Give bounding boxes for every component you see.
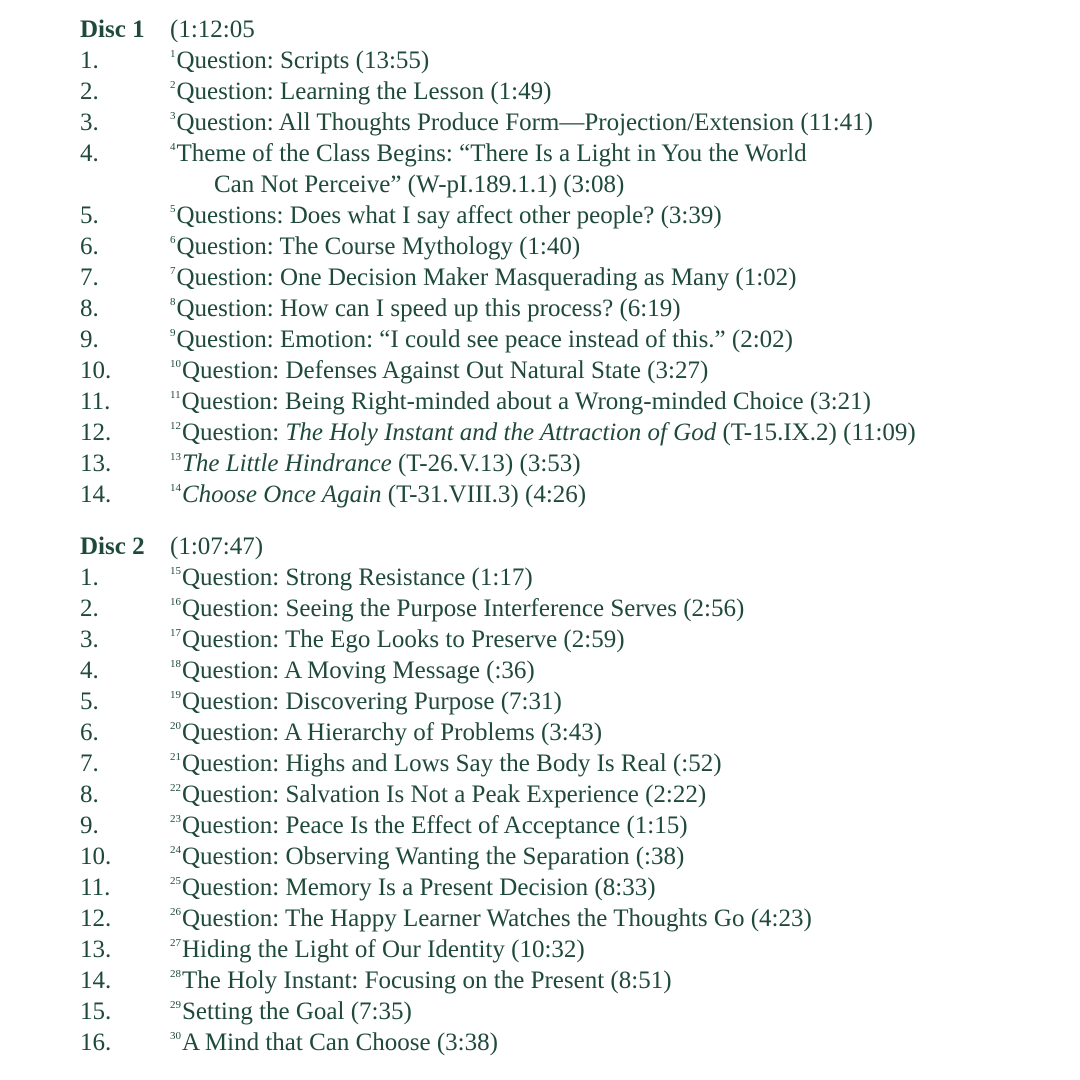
track-number: 10. — [80, 357, 112, 384]
track-row — [80, 262, 1070, 293]
track-title: Question: Being Right-minded about a Wrong-minded Choice (3:21) — [181, 388, 871, 415]
footnote-marker: 28 — [170, 968, 181, 980]
track-title: Question: One Decision Maker Masquerading as Many (1:02) — [176, 264, 797, 291]
track-title: Question: Observing Wanting the Separation (:38) — [182, 843, 685, 870]
track-title: The Holy Instant: Focusing on the Present (8:51) — [182, 967, 672, 994]
track-row — [80, 231, 1070, 262]
track-row — [80, 293, 1070, 324]
track-number: 12. — [80, 905, 112, 932]
track-number: 10. — [80, 843, 112, 870]
track-number: 6. — [80, 719, 99, 746]
track-title: Question: Peace Is the Effect of Acceptance (1:15) — [182, 812, 688, 839]
track-row — [80, 138, 1070, 200]
track-title: Question: The Ego Looks to Preserve (2:59) — [182, 626, 625, 653]
footnote-marker: 4 — [170, 141, 176, 153]
track-title: Question: All Thoughts Produce Form—Projection/Extension (11:41) — [176, 109, 873, 136]
track-number: 4. — [80, 140, 99, 167]
track-number: 5. — [80, 688, 99, 715]
disc-2-label: Disc 2 — [80, 533, 145, 560]
track-number: 14. — [80, 481, 112, 508]
track-title: Question: Salvation Is Not a Peak Experience (2:22) — [182, 781, 707, 808]
disc-2-duration: (1:07:47) — [170, 533, 264, 560]
track-number: 1. — [80, 47, 99, 74]
track-number: 4. — [80, 657, 99, 684]
track-title-suffix: (T-26.V.13) (3:53) — [391, 450, 581, 477]
track-number: 3. — [80, 626, 99, 653]
track-title: Question: Learning the Lesson (1:49) — [176, 78, 552, 105]
footnote-marker: 13 — [170, 451, 181, 463]
track-number: 12. — [80, 419, 112, 446]
track-number: 1. — [80, 564, 99, 591]
track-title: Questions: Does what I say affect other people? (3:39) — [176, 202, 722, 229]
track-title: A Mind that Can Choose (3:38) — [182, 1029, 498, 1056]
track-row — [80, 841, 1070, 872]
track-row — [80, 686, 1070, 717]
track-title: Setting the Goal (7:35) — [182, 998, 412, 1025]
disc-2-header — [80, 531, 1070, 562]
track-title: Question: Memory Is a Present Decision (8:33) — [182, 874, 656, 901]
track-row — [80, 562, 1070, 593]
track-number: 8. — [80, 295, 99, 322]
footnote-marker: 17 — [170, 627, 181, 639]
track-row — [80, 872, 1070, 903]
track-title: Theme of the Class Begins: “There Is a Light in You the World — [176, 140, 807, 167]
track-row — [80, 655, 1070, 686]
track-title-prefix: Question: — [182, 419, 286, 446]
footnote-marker: 1 — [170, 48, 176, 60]
footnote-marker: 11 — [170, 389, 181, 401]
track-row — [80, 717, 1070, 748]
track-number: 2. — [80, 595, 99, 622]
track-row — [80, 779, 1070, 810]
track-number: 3. — [80, 109, 99, 136]
track-number: 13. — [80, 936, 112, 963]
footnote-marker: 27 — [170, 937, 181, 949]
track-number: 9. — [80, 812, 99, 839]
track-row — [80, 593, 1070, 624]
footnote-marker: 3 — [170, 110, 176, 122]
footnote-marker: 19 — [170, 689, 181, 701]
track-row — [80, 934, 1070, 965]
track-title: Question: Defenses Against Out Natural State (3:27) — [182, 357, 709, 384]
footnote-marker: 2 — [170, 79, 176, 91]
disc-1-header — [80, 14, 1070, 45]
track-number: 7. — [80, 264, 99, 291]
track-title-continued: Can Not Perceive” (W-pI.189.1.1) (3:08) — [214, 171, 625, 198]
footnote-marker: 18 — [170, 658, 181, 670]
footnote-marker: 8 — [170, 296, 176, 308]
track-title: Question: Highs and Lows Say the Body Is Real (:52) — [182, 750, 722, 777]
track-row — [80, 996, 1070, 1027]
track-title: Question: A Moving Message (:36) — [182, 657, 535, 684]
disc-1-section — [80, 14, 1070, 510]
footnote-marker: 21 — [170, 751, 181, 763]
footnote-marker: 24 — [170, 844, 181, 856]
track-number: 11. — [80, 388, 111, 415]
track-number: 8. — [80, 781, 99, 808]
track-row — [80, 810, 1070, 841]
footnote-marker: 10 — [170, 358, 181, 370]
track-title-suffix: (T-31.VIII.3) (4:26) — [381, 481, 587, 508]
track-title: Question: A Hierarchy of Problems (3:43) — [182, 719, 603, 746]
track-number: 16. — [80, 1029, 112, 1056]
footnote-marker: 12 — [170, 420, 181, 432]
track-title: Question: Scripts (13:55) — [176, 47, 430, 74]
footnote-marker: 7 — [170, 265, 176, 277]
footnote-marker: 26 — [170, 906, 181, 918]
footnote-marker: 23 — [170, 813, 181, 825]
disc-1-label: Disc 1 — [80, 16, 145, 43]
disc-2-section — [80, 531, 1070, 1058]
track-number: 5. — [80, 202, 99, 229]
track-title: Question: Strong Resistance (1:17) — [182, 564, 533, 591]
footnote-marker: 30 — [170, 1030, 181, 1042]
footnote-marker: 25 — [170, 875, 181, 887]
track-number: 6. — [80, 233, 99, 260]
track-row — [80, 748, 1070, 779]
track-title: Question: Emotion: “I could see peace instead of this.” (2:02) — [176, 326, 793, 353]
track-title: Question: The Happy Learner Watches the Thoughts Go (4:23) — [182, 905, 812, 932]
track-row — [80, 1027, 1070, 1058]
footnote-marker: 29 — [170, 999, 181, 1011]
footnote-marker: 5 — [170, 203, 176, 215]
track-title: Hiding the Light of Our Identity (10:32) — [182, 936, 585, 963]
footnote-marker: 16 — [170, 596, 181, 608]
track-row — [80, 479, 1070, 510]
track-title: Question: The Course Mythology (1:40) — [176, 233, 581, 260]
track-row — [80, 624, 1070, 655]
track-title: Question: Seeing the Purpose Interference Serves (2:56) — [182, 595, 745, 622]
track-row — [80, 76, 1070, 107]
disc-1-duration: (1:12:05 — [170, 16, 255, 43]
track-number: 14. — [80, 967, 112, 994]
track-row — [80, 355, 1070, 386]
track-number: 13. — [80, 450, 112, 477]
track-row — [80, 107, 1070, 138]
track-number: 9. — [80, 326, 99, 353]
track-row — [80, 448, 1070, 479]
track-number: 11. — [80, 874, 111, 901]
track-row — [80, 903, 1070, 934]
footnote-marker: 14 — [170, 482, 181, 494]
track-number: 2. — [80, 78, 99, 105]
footnote-marker: 9 — [170, 327, 176, 339]
track-title: Question: How can I speed up this process? (6:19) — [176, 295, 681, 322]
footnote-marker: 22 — [170, 782, 181, 794]
track-title-italic: The Little Hindrance — [182, 450, 392, 477]
track-row — [80, 417, 1070, 448]
track-title: Question: Discovering Purpose (7:31) — [182, 688, 562, 715]
track-number: 15. — [80, 998, 112, 1025]
track-title-italic: The Holy Instant and the Attraction of God — [285, 419, 717, 446]
footnote-marker: 20 — [170, 720, 181, 732]
track-row — [80, 386, 1070, 417]
track-row — [80, 200, 1070, 231]
track-row — [80, 45, 1070, 76]
track-row — [80, 324, 1070, 355]
footnote-marker: 15 — [170, 565, 181, 577]
track-title-italic: Choose Once Again — [182, 481, 382, 508]
track-row — [80, 965, 1070, 996]
footnote-marker: 6 — [170, 234, 176, 246]
track-title-suffix: (T-15.IX.2) (11:09) — [716, 419, 916, 446]
track-number: 7. — [80, 750, 99, 777]
